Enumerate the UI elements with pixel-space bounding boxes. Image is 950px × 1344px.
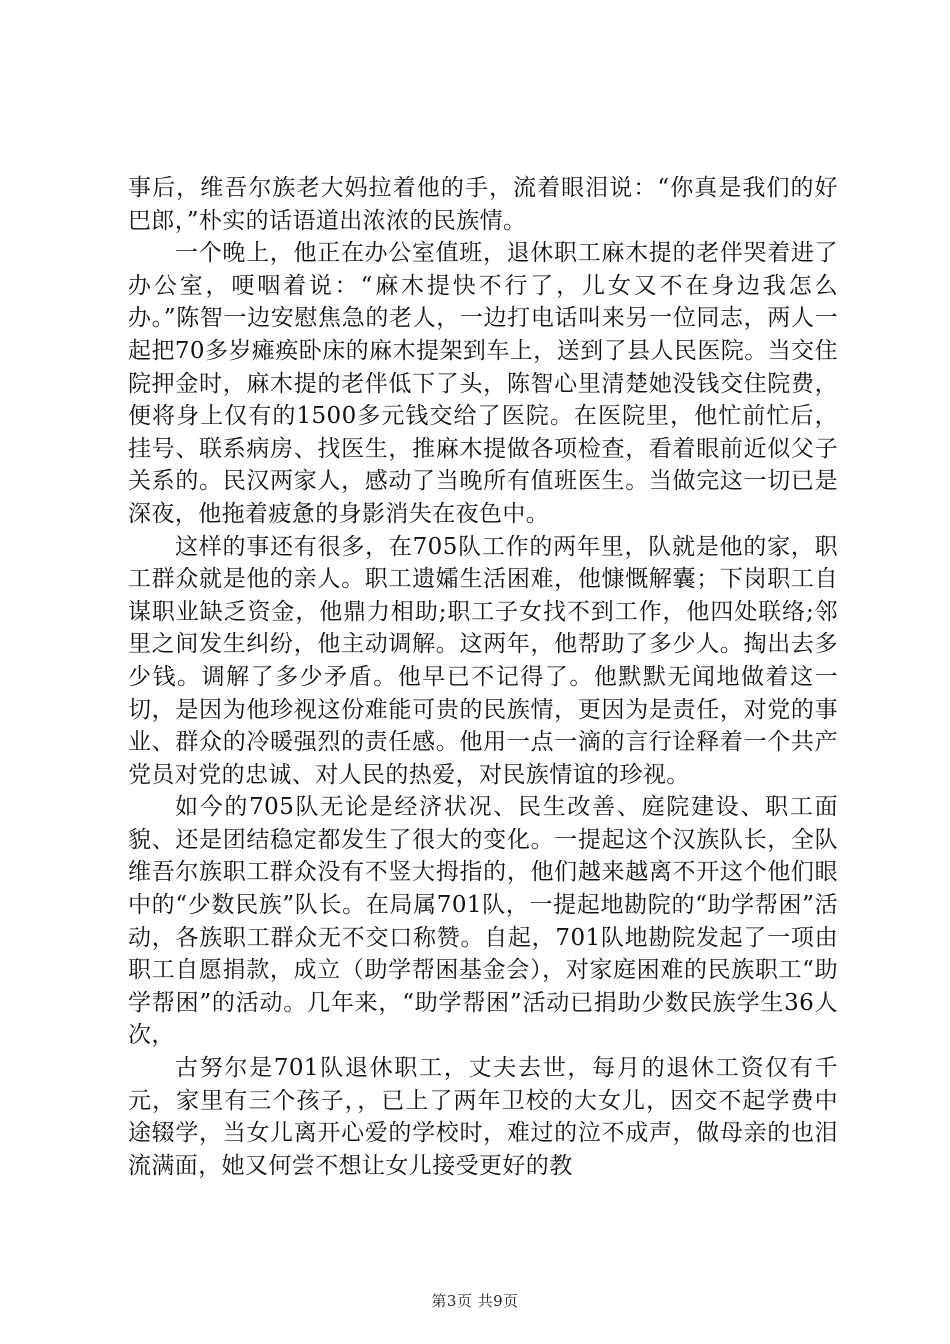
paragraph-4: 如今的705队无论是经济状况、民生改善、庭院建设、职工面貌、还是团结稳定都发生了很大的变化。一提起这个汉族队长，全队维吾尔族职工群众没有不竖大拇指的，他们越来越离不开这个他们眼中的“少数民族”队长。在局属701队，一提起地勘院的“助学帮困”活动，各族职工群众无不交口称赞。自起，701队地勘院发起了一项由职工自愿捐款，成立（助学帮困基金会），对家庭困难的民族职工“助学帮困”的活动。几年来，“助学帮困”活动已捐助少数民族学生36人次， (128, 794, 838, 1049)
paragraph-2: 一个晚上，他正在办公室值班，退休职工麻木提的老伴哭着进了办公室，哽咽着说：“麻木提快不行了，儿女又不在身边我怎么办。”陈智一边安慰焦急的老人，一边打电话叫来另一位同志，两人一起把70多岁瘫痪卧床的麻木提架到车上，送到了县人民医院。当交住院押金时，麻木提的老伴低下了头，陈智心里清楚她没钱交住院费，便将身上仅有的1500多元钱交给了医院。在医院里，他忙前忙后，挂号、联系病房、找医生，推麻木提做各项检查，看着眼前近似父子关系的。民汉两家人，感动了当晚所有值班医生。当做完这一切已是深夜，他拖着疲惫的身影消失在夜色中。 (128, 240, 838, 527)
page-footer: 第3页 共9页 (431, 1292, 519, 1310)
paragraph-5: 古努尔是701队退休职工，丈夫去世，每月的退休工资仅有千元，家里有三个孩子，，已上了两年卫校的大女儿，因交不起学费中途辍学，当女儿离开心爱的学校时，难过的泣不成声，做母亲的也泪流满面，她又何尝不想让女儿接受更好的教 (128, 1055, 838, 1179)
paragraph-1: 事后，维吾尔族老大妈拉着他的手，流着眼泪说：“你真是我们的好巴郎，”朴实的话语道出浓浓的民族情。 (128, 175, 838, 234)
paragraph-3: 这样的事还有很多，在705队工作的两年里，队就是他的家，职工群众就是他的亲人。职工遗孀生活困难，他慷慨解囊；下岗职工自谋职业缺乏资金，他鼎力相助;职工子女找不到工作，他四处联络;邻里之间发生纠纷，他主动调解。这两年，他帮助了多少人。掏出去多少钱。调解了多少矛盾。他早已不记得了。他默默无闻地做着这一切，是因为他珍视这份难能可贵的民族情，更因为是责任，对党的事业、群众的冷暖强烈的责任感。他用一点一滴的言行诠释着一个共产党员对党的忠诚、对人民的热爱，对民族情谊的珍视。 (128, 533, 838, 788)
body-text (128, 172, 838, 1182)
